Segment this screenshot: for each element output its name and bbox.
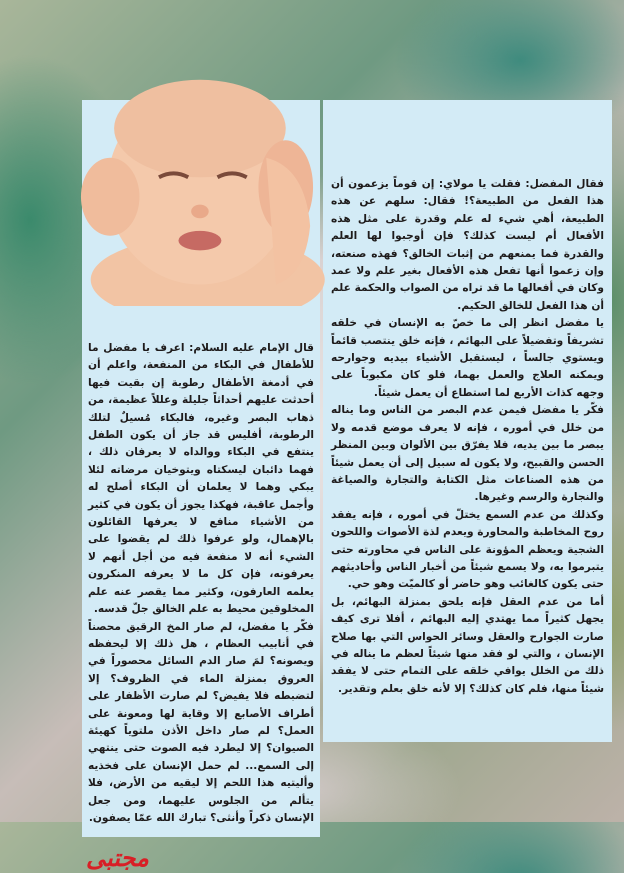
paragraph: يا مفضل انظر إلى ما خصّ به الإنسان في خلقه تشريفاً وتفضيلاً على البهائم ، فإنه خلق ينتصب قائماً ويستوي جالساً ، ليستقبل الأشياء بيديه وجوارحه ويمكنه العلاج والعمل بهما، فلو كان مكبوباً على وجهه كذات الأربع لما استطاع أن يعمل شيئاً.	[331, 317, 604, 399]
paragraph: فكّر يا مفضل، لم صار المخ الرقيق محصناً في أنابيب العظام ، هل ذلك إلا ليحفظه ويصونه؟ لمَ صار الدم السائل محصوراً في العروق بمنزلة الماء في الظروف؟ إلا لتضبطه فلا يفيض؟ لم صارت الأظفار على أطراف الأصابع إلا وقاية لها ومعونة على العمل؟ لم صار داخل الأذن ملتوياً كهيئة الصيوان؟ إلا ليطرد فيه الصوت حتى ينتهي إلى السمع... لم حمل الإنسان على فخذيه وأليتيه هذا اللحم إلا ليقيه من الأرض، فلا يتألم من الجلوس عليهما، ومن جعل الإنسان ذكراً وأنثى؟ تبارك الله عمّا يصفون.	[88, 620, 314, 824]
paragraph: وكذلك من عدم السمع يختلّ في أموره ، فإنه يفقد روح المخاطبة والمحاورة ويعدم لذة الأصوات واللحون الشجية ويعظم المؤونة على الناس في محاورته حتى يتبرموا به، ولا يسمع شيئاً من أخبار الناس وأحاديثهم حتى يكون كالغائب وهو حاضر أو كالميّت وهو حي.	[331, 508, 604, 591]
paragraph: فقال المفضل: فقلت يا مولاي: إن قوماً يزعمون أن هذا الفعل من الطبيعة؟! فقال: سلهم عن هذه الطبيعة، أهي شيء له علم وقدرة على مثل هذه الأفعال أم ليست كذلك؟ فإن أوجبوا لها العلم والقدرة فما يمنعهم من إثبات الخالق؟ فهذه صنعته، وإن زعموا أنها تفعل هذه الأفعال بغير علم ولا عمد وكان في أفعالها ما قد تراه من الصواب والحكمة علم أن هذا الفعل للخالق الحكيم.	[331, 178, 604, 312]
magazine-logo: مجتبى	[86, 844, 149, 872]
right-text-column	[323, 100, 612, 742]
paragraph: أما من عدم العقل فإنه يلحق بمنزلة البهائم، بل يجهل كثيراً مما يهتدي إليه البهائم ، أفلا ترى كيف صارت الجوارح والعقل وسائر الحواس التي بها صلاح الإنسان ، والتي لو فقد منها شيئاً لعظم ما يناله في ذلك من الخلل يوافي خلقه على التمام حتى لا يفقد شيئاً منها، فلم كان كذلك؟ إلا لأنه خلق بعلم وتقدير.	[331, 595, 604, 695]
paragraph: فكّر يا مفضل فيمن عدم البصر من الناس وما يناله من خلل في أموره ، فإنه لا يعرف موضع قدمه ولا يبصر ما بين يديه، فلا يفرّق بين الألوان وبين المنظر الحسن والقبيح، ولا يكون له سبيل إلى أن يعمل شيئاً من هذه الصناعات مثل الكتابة والتجارة والصياغة والنجارة والرسم وغيرها.	[331, 404, 604, 504]
paragraph: قال الإمام عليه السلام: اعرف يا مفضل ما للأطفال في البكاء من المنفعة، واعلم أن في أدمغة الأطفال رطوبة إن بقيت فيها أحدثت عليهم أحداثاً جليلة وعللاً عظيمة، من ذهاب البصر وغيره، فالبكاء مُسيلٌ لتلك الرطوبة، أفليس قد جاز أن يكون الطفل ينتفع في البكاء ووالداه لا يعرفان ذلك ، فهما دائبان ليسكتاه ويتوخيان مرضاته لئلا يبكي وهما لا يعلمان أن البكاء أصلح له وأجمل عاقبة، فهكذا يجوز أن يكون في كثير من الأشياء منافع لا يعرفها القائلون بالإهمال، ولو عرفوا ذلك لم يقضوا على الشيء أنه لا منفعة فيه من أجل أنهم لا يعرفونه، فإن كل ما لا يعرفه المنكرون يعلمه العارفون، وكثير مما يقصر عنه علم المخلوقين محيط به علم الخالق جلّ قدسه.	[88, 342, 314, 616]
crying-baby-photo	[68, 70, 326, 306]
